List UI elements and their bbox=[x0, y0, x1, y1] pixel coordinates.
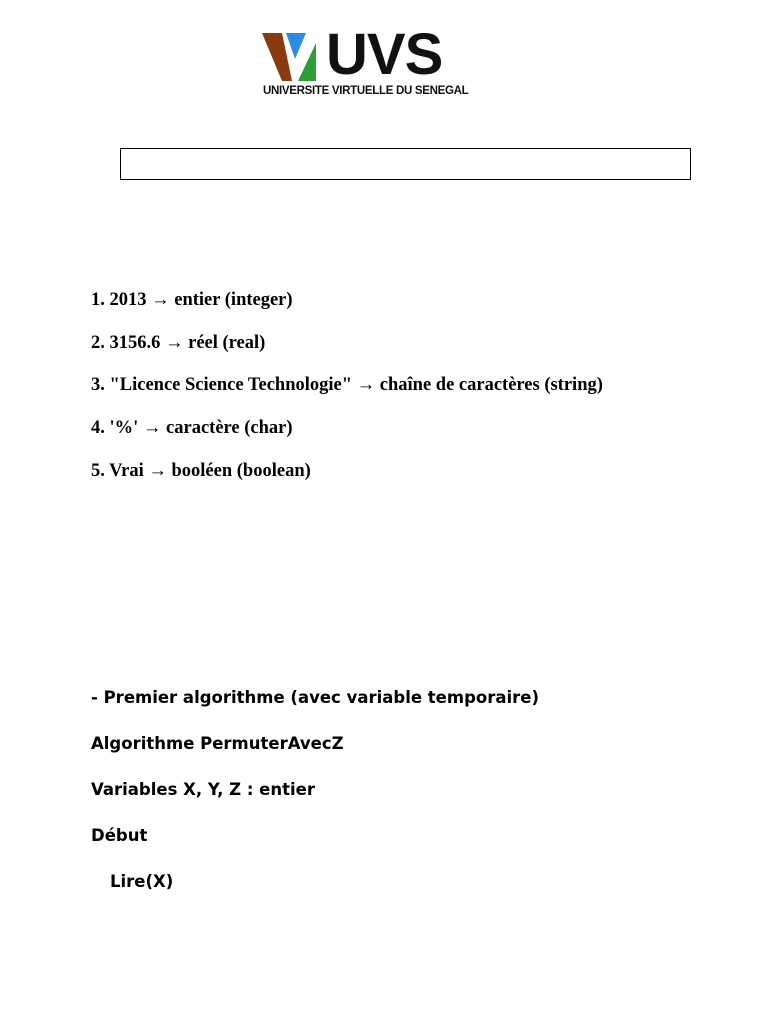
uvs-logo bbox=[262, 22, 469, 101]
algorithm-step: Lire(X) bbox=[110, 872, 174, 891]
uvs-v-emblem bbox=[262, 31, 322, 83]
algorithm-name: Algorithme PermuterAvecZ bbox=[91, 734, 344, 753]
list-item: 3. "Licence Science Technologie" → chaîne de caractères (string) bbox=[91, 375, 603, 396]
data-types-list bbox=[91, 288, 603, 501]
list-item: 2. 3156.6 → réel (real) bbox=[91, 332, 266, 353]
list-item: 5. Vrai → booléen (boolean) bbox=[91, 460, 311, 481]
list-item: 1. 2013 → entier (integer) bbox=[91, 290, 293, 310]
v-left-stroke bbox=[262, 33, 292, 81]
logo-subtitle: UNIVERSITE VIRTUELLE DU SENEGAL bbox=[263, 85, 469, 97]
algorithm-begin: Début bbox=[91, 826, 148, 845]
v-blue-tip bbox=[286, 33, 306, 59]
algorithm-variables: Variables X, Y, Z : entier bbox=[91, 780, 315, 799]
empty-title-box bbox=[120, 148, 691, 180]
list-item: 4. '%' → caractère (char) bbox=[91, 418, 293, 439]
algorithm-section bbox=[91, 686, 539, 916]
v-right-stroke bbox=[298, 43, 316, 81]
logo-wordmark: UVS bbox=[326, 22, 443, 87]
algorithm-heading: - Premier algorithme (avec variable temporaire) bbox=[91, 688, 540, 707]
